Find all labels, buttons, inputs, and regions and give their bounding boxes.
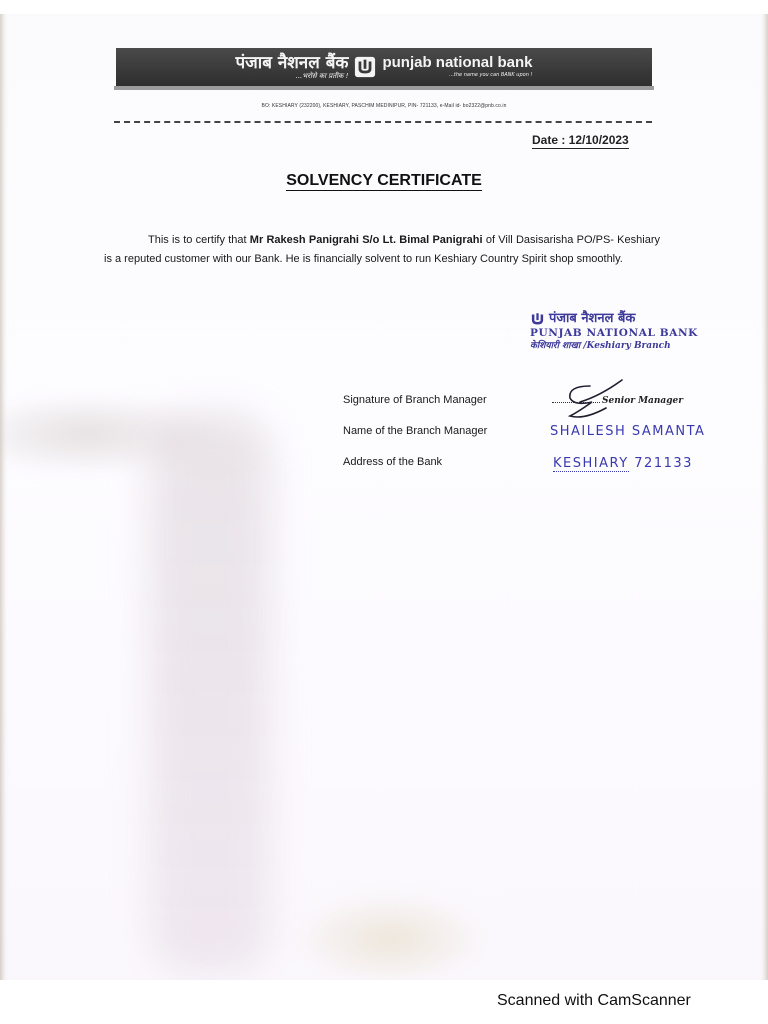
bank-address-place: KESHIARY (553, 456, 629, 471)
body-customer-name: Mr Rakesh Panigrahi S/o Lt. Bimal Panigrahi (249, 234, 483, 246)
signature-dotted-line (552, 402, 600, 403)
pnb-logo-icon (354, 56, 376, 78)
bank-stamp (530, 311, 710, 352)
finger-blur-stem (150, 414, 270, 974)
letterhead-hindi-tagline: ...भरोसे का प्रतीक ! (295, 71, 349, 80)
certificate-body (104, 231, 660, 269)
stamp-branch: केशियारी शाखा /Keshiary Branch (530, 341, 671, 351)
branch-address-line: BO: KESHIARY (232200), KESHIARY, PASCHIM MEDINIPUR, PIN- 721133, e-Mail id- bo2322@pnb.co.in (261, 103, 507, 109)
stamp-english-name: PUNJAB NATIONAL BANK (530, 327, 698, 339)
finger-blur-bottom (290, 894, 490, 980)
bank-address-pin: 721133 (634, 456, 693, 471)
letterhead-hindi-name: पंजाब नैशनल बैंक (235, 52, 349, 73)
letterhead-english-tagline: ...the name you can BANK upon ! (449, 72, 533, 78)
certificate-title (0, 172, 768, 190)
stamp-hindi-row (530, 311, 710, 327)
certificate-title-text: SOLVENCY CERTIFICATE (286, 172, 482, 189)
body-intro: This is to certify that (148, 234, 250, 246)
signature-title: Senior Manager (602, 396, 683, 406)
letterhead-hindi (236, 54, 349, 81)
certificate-date: Date : 12/10/2023 (532, 133, 629, 147)
bank-address-handwritten (553, 456, 693, 471)
letterhead-banner (116, 48, 652, 86)
field-labels (343, 394, 487, 487)
header-divider (114, 121, 652, 123)
banner-underline (114, 86, 654, 90)
bank-address-label: Address of the Bank (343, 456, 443, 468)
signature-label: Signature of Branch Manager (343, 394, 487, 406)
document-page (0, 14, 768, 980)
stamp-hindi-name: पंजाब नैशनल बैंक (549, 311, 636, 326)
letterhead-english (382, 54, 532, 80)
scanner-watermark: Scanned with CamScanner (497, 992, 691, 1009)
manager-name-label: Name of the Branch Manager (343, 425, 488, 437)
manager-name-handwritten: SHAILESH SAMANTA (550, 424, 706, 439)
letterhead-english-name: punjab national bank (382, 54, 533, 71)
body-rest: of Vill Dasisarisha PO/PS- Keshiary is a reputed customer with our Bank. He is financially solvent to run Keshiary Country Spirit shop smoothly. (104, 234, 660, 265)
signature-area (540, 372, 730, 428)
pnb-stamp-logo-icon (530, 312, 545, 327)
